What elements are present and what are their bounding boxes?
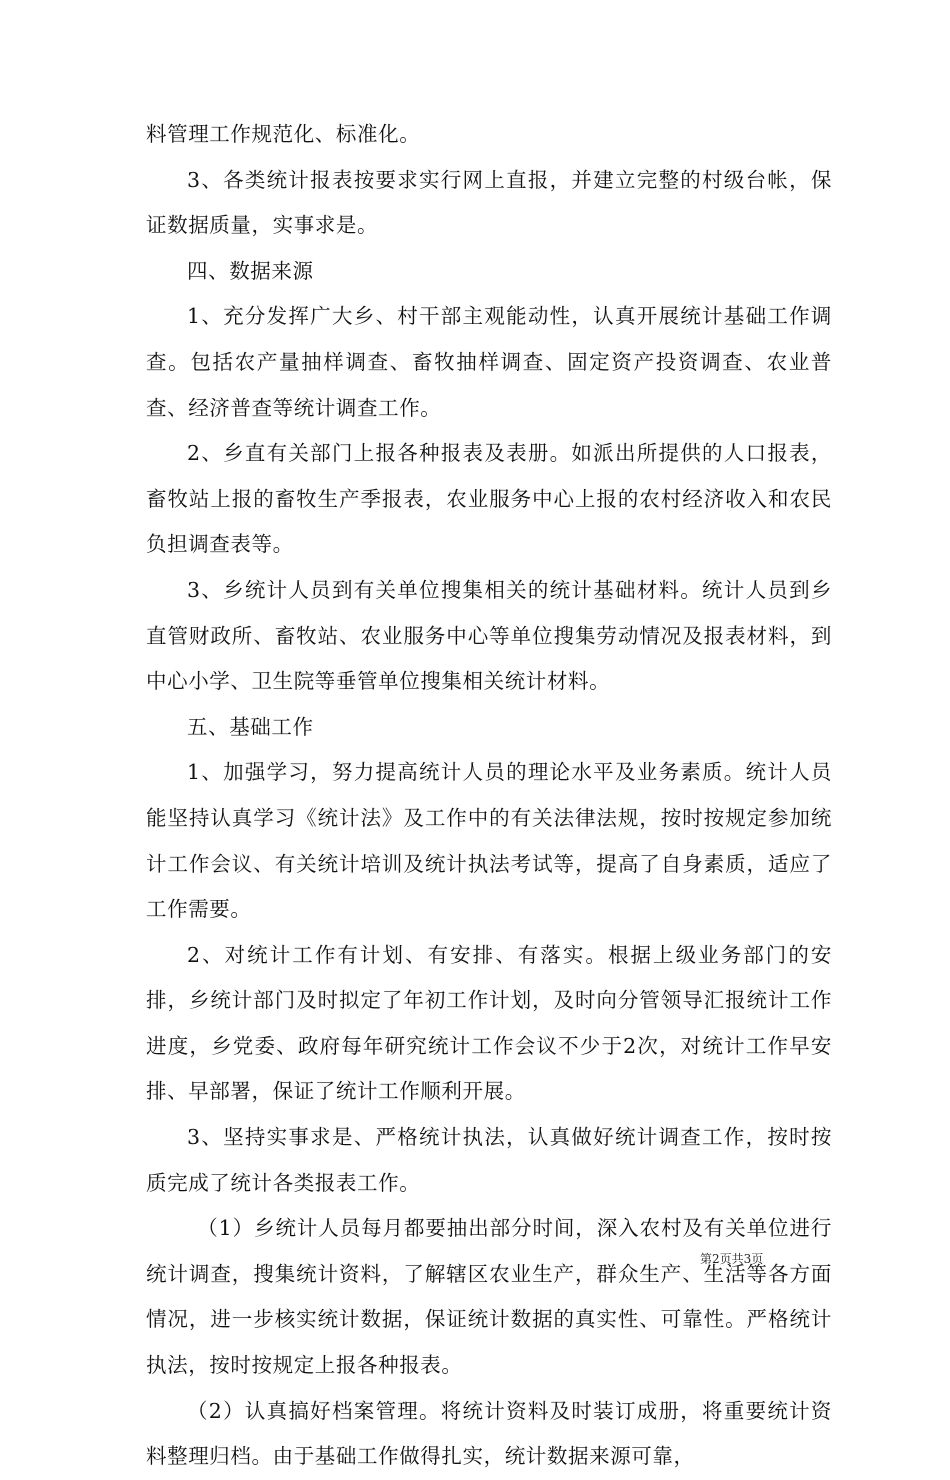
paragraph: 料管理工作规范化、标准化。 [146,122,421,146]
paragraph: 3、坚持实事求是、严格统计执法，认真做好统计调查工作，按时按质完成了统计各类报表工作。 [146,1125,832,1195]
paragraph: 2、乡直有关部门上报各种报表及表册。如派出所提供的人口报表，畜牧站上报的畜牧生产季报表，农业服务中心上报的农村经济收入和农民负担调查表等。 [146,441,832,557]
section-heading: 五、基础工作 [187,714,314,739]
document-body [146,112,832,1480]
paragraph: （1）乡统计人员每月都要抽出部分时间，深入农村及有关单位进行统计调查，搜集统计资料，了解辖区农业生产，群众生产、生活等各方面情况，进一步核实统计数据，保证统计数据的真实性、可靠性。严格统计执法，按时按规定上报各种报表。 [146,1216,832,1378]
paragraph: 1、充分发挥广大乡、村干部主观能动性，认真开展统计基础工作调查。包括农产量抽样调查、畜牧抽样调查、固定资产投资调查、农业普查、经济普查等统计调查工作。 [146,304,832,420]
paragraph: （2）认真搞好档案管理。将统计资料及时装订成册，将重要统计资料整理归档。由于基础工作做得扎实，统计数据来源可靠， [146,1398,832,1469]
paragraph: 3、乡统计人员到有关单位搜集相关的统计基础材料。统计人员到乡直管财政所、畜牧站、农业服务中心等单位搜集劳动情况及报表材料，到中心小学、卫生院等垂管单位搜集相关统计材料。 [146,577,832,694]
page-number: 第2页共3页 [700,1252,764,1266]
paragraph: 3、各类统计报表按要求实行网上直报，并建立完整的村级台帐，保证数据质量，实事求是。 [146,167,832,238]
paragraph: 2、对统计工作有计划、有安排、有落实。根据上级业务部门的安排，乡统计部门及时拟定了年初工作计划，及时向分管领导汇报统计工作进度，乡党委、政府每年研究统计工作会议不少于2次，对统计工作早安排、早部署，保证了统计工作顺利开展。 [146,942,832,1104]
paragraph: 1、加强学习，努力提高统计人员的理论水平及业务素质。统计人员能坚持认真学习《统计法》及工作中的有关法律法规，按时按规定参加统计工作会议、有关统计培训及统计执法考试等，提高了自身素质，适应了工作需要。 [146,760,832,922]
section-heading: 四、数据来源 [187,258,314,283]
